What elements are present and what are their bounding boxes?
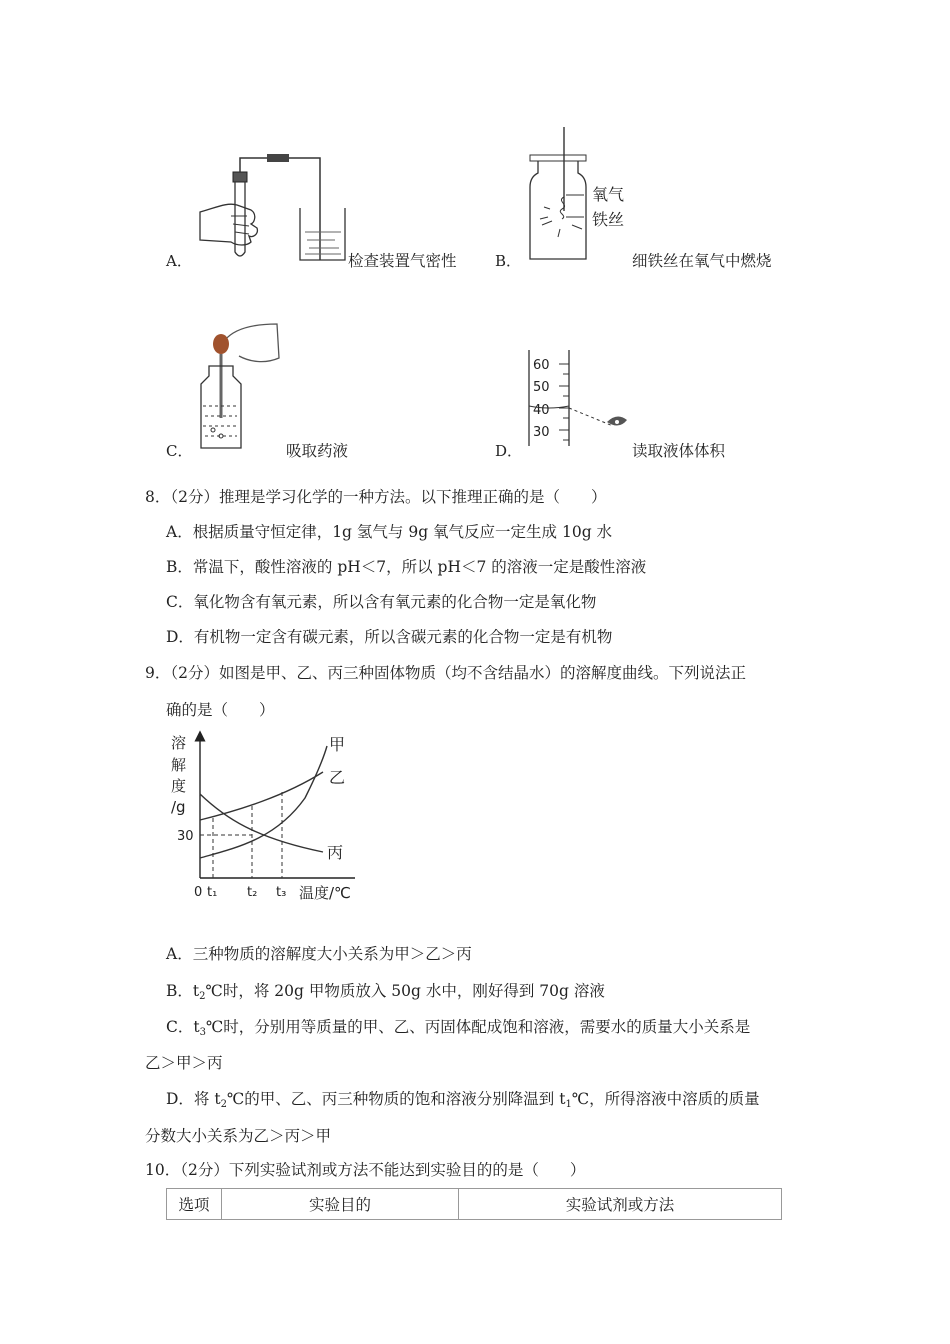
ylabel-1: 溶: [171, 734, 187, 752]
header-option: 选项: [167, 1189, 222, 1220]
q8-option-b: B．常温下，酸性溶液的 pH＜7，所以 pH＜7 的溶液一定是酸性溶液: [166, 558, 647, 576]
x-tick-t2: t₂: [247, 885, 258, 900]
q9-stem-line1: 9．（2分）如图是甲、乙、丙三种固体物质（均不含结晶水）的溶解度曲线。下列说法正: [145, 664, 746, 682]
airtightness-check-figure: [195, 150, 355, 265]
q8-option-d: D．有机物一定含有碳元素，所以含碳元素的化合物一定是有机物: [166, 628, 613, 646]
ylabel-3: 度: [171, 777, 187, 795]
table-header-row: [167, 1189, 782, 1220]
iron-burning-figure: [520, 125, 640, 265]
oxygen-label: 氧气: [592, 185, 625, 204]
option-letter: C．: [166, 442, 193, 460]
curve-label-yi: 乙: [329, 768, 346, 787]
q8-option-c: C．氧化物含有氧元素，所以含有氧元素的化合物一定是氧化物: [166, 593, 597, 611]
tick-50: 50: [533, 380, 550, 395]
curve-jia: [200, 746, 327, 858]
option-letter: B．: [495, 252, 522, 270]
x-tick-t1: t₁: [207, 885, 218, 900]
ylabel-2: 解: [171, 756, 187, 774]
option-letter: A．: [166, 252, 192, 270]
q10-table: [166, 1188, 782, 1220]
iron-wire-label: 铁丝: [592, 210, 625, 229]
q9-stem-line2: 确的是（ ）: [166, 701, 275, 719]
y-tick-30: 30: [177, 829, 194, 844]
dropper-figure: [195, 318, 285, 453]
q9-option-a: A．三种物质的溶解度大小关系为甲＞乙＞丙: [166, 945, 472, 963]
option-caption: 细铁丝在氧气中燃烧: [632, 252, 772, 270]
cylinder-reading-figure: [525, 348, 635, 450]
x-tick-t3: t₃: [276, 885, 287, 900]
x-axis-label: 温度/℃: [299, 884, 351, 902]
q9-option-c: C．$t_3℃$时，分别用等质量的甲、乙、丙固体配成饱和溶液，需要水的质量大小关系是: [166, 1018, 751, 1038]
option-letter: D．: [495, 442, 523, 460]
tick-40: 40: [533, 403, 550, 418]
q9-option-b: B．$t_2℃$时，将 20g 甲物质放入 50g 水中，刚好得到 70g 溶液: [166, 982, 605, 1002]
curve-bing: [200, 794, 323, 852]
solubility-curve-figure: [165, 728, 365, 908]
curve-label-bing: 丙: [327, 843, 344, 862]
q10-stem: 10．（2分）下列实验试剂或方法不能达到实验目的的是（ ）: [145, 1161, 586, 1179]
header-purpose: 实验目的: [222, 1189, 459, 1220]
tick-60: 60: [533, 358, 550, 373]
q9-option-c-line2: 乙＞甲＞丙: [145, 1054, 223, 1072]
curve-yi: [200, 772, 323, 820]
q8-stem: 8．（2分）推理是学习化学的一种方法。以下推理正确的是（ ）: [145, 488, 607, 506]
option-caption: 读取液体体积: [632, 442, 726, 460]
curve-label-jia: 甲: [329, 735, 346, 754]
header-method: 实验试剂或方法: [459, 1189, 782, 1220]
ylabel-4: /g: [171, 798, 186, 816]
option-caption: 吸取药液: [286, 442, 349, 460]
option-caption: 检查装置气密性: [348, 252, 457, 270]
q8-option-a: A．根据质量守恒定律，1g 氢气与 9g 氧气反应一定生成 10g 水: [166, 523, 613, 541]
q9-option-d-line2: 分数大小关系为乙＞丙＞甲: [145, 1127, 332, 1145]
tick-30: 30: [533, 425, 550, 440]
q9-option-d: D．将 $t_2℃$的甲、乙、丙三种物质的饱和溶液分别降温到 $t_1℃$，所得溶液中溶质的质量: [166, 1090, 760, 1110]
x-origin: 0: [194, 885, 203, 900]
